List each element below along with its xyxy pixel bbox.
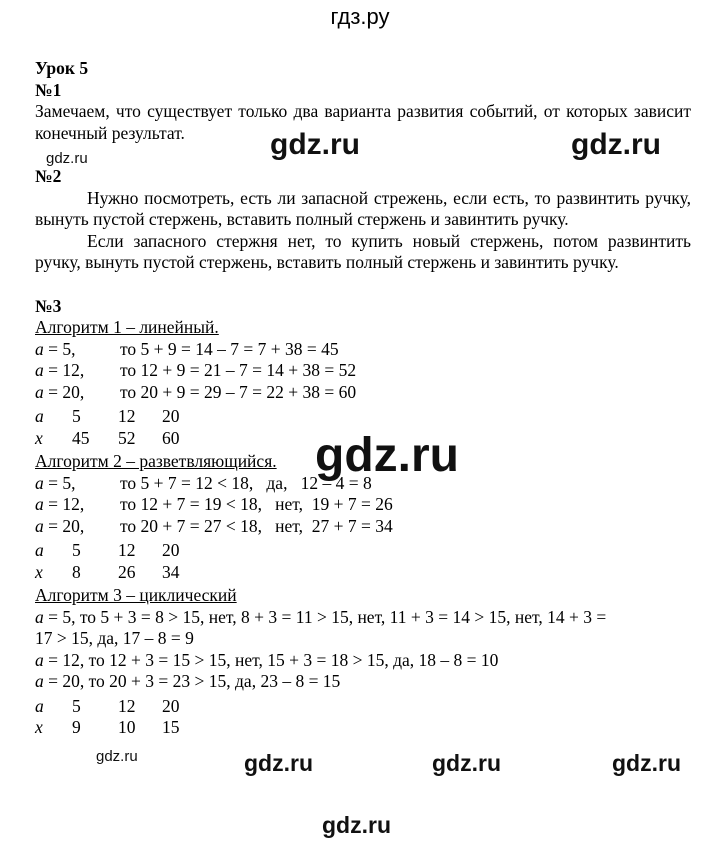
alg1-row: a = 12, то 12 + 9 = 21 – 7 = 14 + 38 = 52 bbox=[35, 360, 357, 380]
alg1-rows bbox=[35, 339, 356, 404]
task1-number: №1 bbox=[35, 79, 62, 100]
table-row: a 5 12 20 bbox=[35, 540, 180, 560]
alg2-row-text: то 5 + 7 = 12 < 18, да, 12 – 4 = 8 bbox=[120, 472, 372, 493]
table-row: x 8 26 34 bbox=[35, 561, 180, 582]
task1-text: Замечаем, что существует только два варианта развития событий, от которых зависит конечный результат. bbox=[35, 101, 691, 143]
alg1-row-text: то 5 + 9 = 14 – 7 = 7 + 38 = 45 bbox=[120, 338, 339, 359]
alg3-title: Алгоритм 3 – циклический bbox=[35, 585, 237, 605]
task2-number: №2 bbox=[35, 166, 62, 186]
var-a: a bbox=[35, 515, 44, 536]
lesson-title: Урок 5 bbox=[35, 58, 89, 78]
table-row: a 5 12 20 bbox=[35, 406, 180, 426]
alg1-row: a = 5, то 5 + 9 = 14 – 7 = 7 + 38 = 45 bbox=[35, 339, 356, 361]
var-a: a bbox=[35, 472, 44, 493]
site-header: гдз.ру bbox=[330, 4, 390, 29]
alg3-line-3: a = 12, то 12 + 3 = 15 > 15, нет, 15 + 3 = 18 > 15, да, 18 – 8 = 10 bbox=[35, 649, 499, 670]
watermark-small: gdz.ru bbox=[96, 748, 138, 765]
alg2-row: a = 12, то 12 + 7 = 19 < 18, нет, 19 + 7 = 26 bbox=[35, 494, 393, 514]
alg1-title: Алгоритм 1 – линейный. bbox=[35, 317, 219, 337]
watermark-medium: gdz.ru bbox=[571, 128, 661, 161]
alg2-row: a = 5, то 5 + 7 = 12 < 18, да, 12 – 4 = 8 bbox=[35, 473, 393, 495]
watermark-large: gdz.ru bbox=[315, 429, 459, 482]
alg1-row-text: то 12 + 9 = 21 – 7 = 14 + 38 = 52 bbox=[120, 360, 357, 380]
watermark-medium: gdz.ru bbox=[612, 750, 681, 776]
watermark-medium: gdz.ru bbox=[244, 750, 313, 776]
var-a: a bbox=[35, 381, 44, 402]
table-row: a 5 12 20 bbox=[35, 695, 180, 716]
alg2-table bbox=[35, 540, 202, 583]
task2-paragraph-1: Нужно посмотреть, есть ли запасной стрежень, если есть, то развинтить ручку, вынуть пустой стержень, вставить полный стержень и завинтить ручку. bbox=[35, 187, 691, 229]
alg2-title: Алгоритм 2 – разветвляющийся. bbox=[35, 451, 277, 471]
watermark-small: gdz.ru bbox=[46, 150, 88, 167]
table-row: x 45 52 60 bbox=[35, 427, 180, 448]
alg1-table bbox=[35, 406, 202, 449]
var-a: a bbox=[35, 338, 44, 359]
watermark-medium: gdz.ru bbox=[270, 128, 360, 161]
task3-number: №3 bbox=[35, 295, 62, 316]
alg1-row-text: то 20 + 9 = 29 – 7 = 22 + 38 = 60 bbox=[120, 381, 357, 402]
var-a: a bbox=[35, 360, 44, 380]
task2-paragraph-2: Если запасного стержня нет, то купить новый стержень, потом развинтить ручку, вынуть пустой стержень, вставить полный стержень и завинтить ручку. bbox=[35, 230, 691, 272]
watermark-medium: gdz.ru bbox=[432, 750, 501, 776]
alg3-line-4: a = 20, то 20 + 3 = 23 > 15, да, 23 – 8 = 15 bbox=[35, 671, 341, 691]
alg2-row-text: то 20 + 7 = 27 < 18, нет, 27 + 7 = 34 bbox=[120, 515, 393, 536]
var-a: a bbox=[35, 494, 44, 514]
alg2-row-text: то 12 + 7 = 19 < 18, нет, 19 + 7 = 26 bbox=[120, 494, 393, 514]
watermark-medium: gdz.ru bbox=[322, 812, 391, 838]
table-row: x 9 10 15 bbox=[35, 717, 180, 737]
alg3-line-1: a = 5, то 5 + 3 = 8 > 15, нет, 8 + 3 = 11 > 15, нет, 11 + 3 = 14 > 15, нет, 14 + 3 = bbox=[35, 606, 607, 627]
alg1-row: a = 20, то 20 + 9 = 29 – 7 = 22 + 38 = 60 bbox=[35, 381, 357, 402]
alg3-table bbox=[35, 696, 202, 739]
alg2-row: a = 20, то 20 + 7 = 27 < 18, нет, 27 + 7 = 34 bbox=[35, 515, 393, 536]
alg3-line-2: 17 > 15, да, 17 – 8 = 9 bbox=[35, 628, 194, 648]
